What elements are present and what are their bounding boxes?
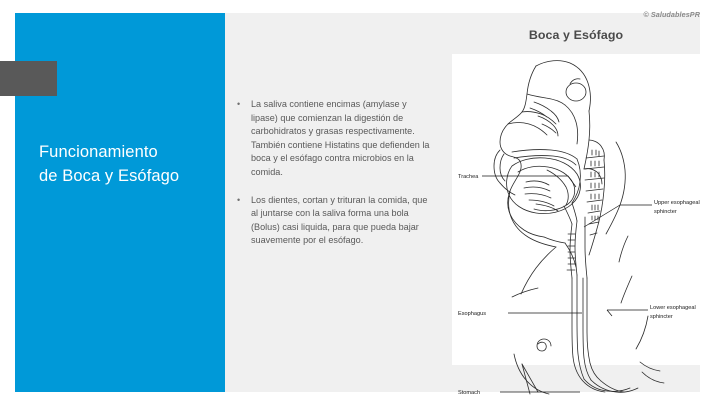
bullet-marker-icon: •: [237, 194, 241, 205]
list-item: [234, 194, 434, 248]
label-upper-esophageal-sphincter-line-1: Upper esophageal: [654, 200, 700, 206]
bullet-text: Los dientes, cortan y trituran la comida, que al juntarse con la saliva forma una bola (Bolus) casi liquida, para que pueda bajar suavemente por el esófago.: [251, 194, 428, 246]
anatomy-image-panel: [452, 54, 700, 396]
anatomy-diagram-icon: [452, 54, 700, 396]
gray-accent-block: [0, 61, 57, 96]
label-stomach: Stomach: [458, 390, 481, 396]
label-esophagus: Esophagus: [458, 311, 486, 317]
slide-title-line-1: Funcionamiento: [39, 143, 158, 161]
bullet-marker-icon: •: [237, 99, 241, 109]
label-trachea: Trachea: [458, 174, 479, 180]
label-lower-esophageal-sphincter-line-2: sphincter: [650, 314, 673, 320]
bullet-list: [234, 98, 434, 262]
copyright-notice: © SaludablesPR: [643, 10, 700, 19]
section-heading: Boca y Esófago: [528, 28, 624, 42]
slide-title-line-2: de Boca y Esófago: [39, 166, 180, 185]
bullet-text: La saliva contiene encimas (amylase y lipase) que comienzan la digestión de carbohidratos y grasas respectivamente. También contiene Histatins que defienden la boca y el esófago contra microbios en la comida.: [251, 99, 430, 177]
label-upper-esophageal-sphincter-line-2: sphincter: [654, 209, 677, 215]
list-item: [234, 98, 434, 180]
slide-title: [39, 141, 214, 189]
label-lower-esophageal-sphincter-line-1: Lower esophageal: [650, 305, 696, 311]
